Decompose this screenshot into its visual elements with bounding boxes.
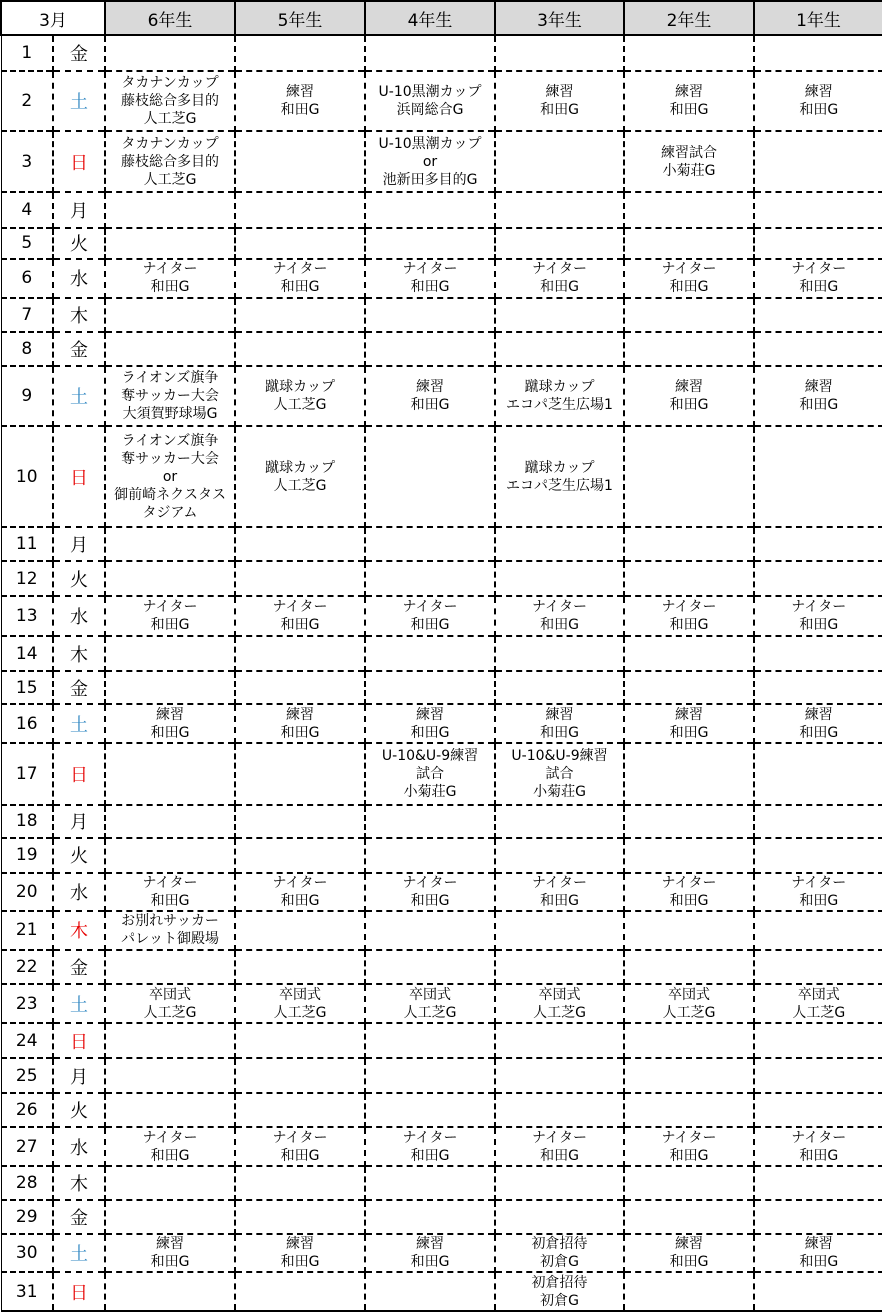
event-cell: ナイター 和田G bbox=[624, 596, 754, 637]
month-header: 3月 bbox=[1, 1, 105, 35]
event-cell bbox=[105, 1272, 235, 1311]
event-cell: ナイター 和田G bbox=[235, 1127, 365, 1166]
event-cell bbox=[105, 1166, 235, 1200]
event-cell: ナイター 和田G bbox=[495, 596, 624, 637]
event-cell bbox=[754, 805, 882, 838]
event-cell bbox=[365, 298, 495, 332]
event-cell bbox=[624, 743, 754, 805]
weekday: 日 bbox=[53, 1023, 105, 1059]
event-cell bbox=[105, 298, 235, 332]
weekday: 金 bbox=[53, 332, 105, 365]
day-number: 24 bbox=[1, 1023, 53, 1059]
table-row bbox=[1, 561, 882, 595]
event-cell: 卒団式 人工芝G bbox=[365, 984, 495, 1023]
event-cell bbox=[754, 131, 882, 192]
event-cell: ナイター 和田G bbox=[495, 259, 624, 298]
event-cell bbox=[235, 1023, 365, 1059]
event-cell bbox=[235, 228, 365, 259]
table-row bbox=[1, 950, 882, 984]
event-cell bbox=[624, 1166, 754, 1200]
day-number: 9 bbox=[1, 366, 53, 427]
event-cell bbox=[365, 838, 495, 872]
event-cell bbox=[365, 1272, 495, 1311]
day-number: 27 bbox=[1, 1127, 53, 1166]
day-number: 18 bbox=[1, 805, 53, 838]
weekday: 金 bbox=[53, 1200, 105, 1233]
event-cell bbox=[105, 228, 235, 259]
event-cell: U-10&U-9練習 試合 小菊荘G bbox=[495, 743, 624, 805]
event-cell: 練習 和田G bbox=[105, 1234, 235, 1273]
event-cell bbox=[495, 636, 624, 670]
event-cell bbox=[235, 332, 365, 365]
weekday: 月 bbox=[53, 1058, 105, 1092]
weekday: 月 bbox=[53, 192, 105, 228]
weekday: 金 bbox=[53, 35, 105, 71]
event-cell: お別れサッカー パレット御殿場 bbox=[105, 911, 235, 950]
event-cell bbox=[235, 838, 365, 872]
event-cell bbox=[365, 332, 495, 365]
weekday: 火 bbox=[53, 838, 105, 872]
day-number: 3 bbox=[1, 131, 53, 192]
event-cell bbox=[624, 838, 754, 872]
weekday: 火 bbox=[53, 228, 105, 259]
event-cell bbox=[365, 805, 495, 838]
event-cell: 練習 和田G bbox=[235, 704, 365, 743]
weekday: 水 bbox=[53, 873, 105, 912]
event-cell bbox=[105, 805, 235, 838]
event-cell bbox=[105, 950, 235, 984]
weekday: 木 bbox=[53, 911, 105, 950]
grade-header-4: 4年生 bbox=[365, 1, 495, 35]
day-number: 2 bbox=[1, 71, 53, 132]
event-cell: 卒団式 人工芝G bbox=[495, 984, 624, 1023]
day-number: 20 bbox=[1, 873, 53, 912]
event-cell bbox=[105, 743, 235, 805]
event-cell: 蹴球カップ 人工芝G bbox=[235, 426, 365, 526]
table-row bbox=[1, 35, 882, 71]
table-row bbox=[1, 332, 882, 365]
event-cell bbox=[754, 332, 882, 365]
day-number: 21 bbox=[1, 911, 53, 950]
event-cell bbox=[754, 192, 882, 228]
weekday: 日 bbox=[53, 743, 105, 805]
event-cell bbox=[754, 1272, 882, 1311]
event-cell bbox=[235, 950, 365, 984]
event-cell bbox=[495, 1166, 624, 1200]
event-cell bbox=[495, 1058, 624, 1092]
event-cell bbox=[495, 228, 624, 259]
day-number: 6 bbox=[1, 259, 53, 298]
table-row bbox=[1, 984, 882, 1023]
table-row bbox=[1, 596, 882, 637]
event-cell bbox=[624, 950, 754, 984]
table-row bbox=[1, 426, 882, 526]
table-row bbox=[1, 71, 882, 132]
event-cell: ナイター 和田G bbox=[365, 873, 495, 912]
weekday: 月 bbox=[53, 527, 105, 561]
day-number: 23 bbox=[1, 984, 53, 1023]
event-cell: 練習 和田G bbox=[624, 366, 754, 427]
event-cell: ナイター 和田G bbox=[365, 596, 495, 637]
event-cell: 練習 和田G bbox=[495, 704, 624, 743]
weekday: 木 bbox=[53, 636, 105, 670]
event-cell bbox=[235, 636, 365, 670]
event-cell bbox=[624, 192, 754, 228]
table-row bbox=[1, 1272, 882, 1311]
event-cell bbox=[754, 743, 882, 805]
day-number: 16 bbox=[1, 704, 53, 743]
event-cell: 卒団式 人工芝G bbox=[624, 984, 754, 1023]
grade-header-5: 5年生 bbox=[235, 1, 365, 35]
event-cell bbox=[495, 298, 624, 332]
table-row bbox=[1, 743, 882, 805]
event-cell bbox=[754, 838, 882, 872]
table-row bbox=[1, 838, 882, 872]
event-cell bbox=[105, 192, 235, 228]
event-cell bbox=[365, 1166, 495, 1200]
event-cell: 練習 和田G bbox=[365, 1234, 495, 1273]
event-cell: 練習 和田G bbox=[235, 1234, 365, 1273]
event-cell bbox=[235, 1058, 365, 1092]
event-cell bbox=[235, 131, 365, 192]
table-row bbox=[1, 704, 882, 743]
event-cell bbox=[365, 192, 495, 228]
table-row bbox=[1, 527, 882, 561]
event-cell bbox=[624, 1200, 754, 1233]
event-cell bbox=[105, 561, 235, 595]
header-row bbox=[1, 1, 882, 35]
event-cell bbox=[624, 1058, 754, 1092]
event-cell: 練習 和田G bbox=[624, 1234, 754, 1273]
table-row bbox=[1, 873, 882, 912]
event-cell: ナイター 和田G bbox=[235, 259, 365, 298]
event-cell: ナイター 和田G bbox=[235, 596, 365, 637]
event-cell: U-10黒潮カップ or 池新田多目的G bbox=[365, 131, 495, 192]
event-cell bbox=[365, 1058, 495, 1092]
event-cell: ナイター 和田G bbox=[495, 1127, 624, 1166]
table-row bbox=[1, 259, 882, 298]
table-row bbox=[1, 1058, 882, 1092]
event-cell bbox=[754, 1093, 882, 1127]
event-cell bbox=[365, 911, 495, 950]
event-cell: 練習 和田G bbox=[754, 71, 882, 132]
event-cell: U-10黒潮カップ 浜岡総合G bbox=[365, 71, 495, 132]
event-cell: 卒団式 人工芝G bbox=[105, 984, 235, 1023]
event-cell bbox=[624, 1272, 754, 1311]
day-number: 12 bbox=[1, 561, 53, 595]
event-cell bbox=[105, 332, 235, 365]
event-cell bbox=[754, 298, 882, 332]
event-cell bbox=[235, 527, 365, 561]
event-cell: ナイター 和田G bbox=[754, 259, 882, 298]
event-cell bbox=[624, 671, 754, 704]
table-row bbox=[1, 1023, 882, 1059]
event-cell bbox=[624, 426, 754, 526]
event-cell bbox=[235, 671, 365, 704]
table-row bbox=[1, 298, 882, 332]
grade-header-6: 6年生 bbox=[105, 1, 235, 35]
table-row bbox=[1, 366, 882, 427]
day-number: 7 bbox=[1, 298, 53, 332]
event-cell bbox=[105, 1093, 235, 1127]
event-cell: 練習 和田G bbox=[624, 71, 754, 132]
event-cell bbox=[754, 426, 882, 526]
event-cell: ナイター 和田G bbox=[365, 259, 495, 298]
event-cell bbox=[495, 805, 624, 838]
event-cell bbox=[235, 35, 365, 71]
table-row bbox=[1, 228, 882, 259]
event-cell: 練習試合 小菊荘G bbox=[624, 131, 754, 192]
event-cell bbox=[365, 1023, 495, 1059]
event-cell bbox=[235, 911, 365, 950]
event-cell: ナイター 和田G bbox=[624, 873, 754, 912]
event-cell bbox=[365, 636, 495, 670]
weekday: 日 bbox=[53, 131, 105, 192]
event-cell bbox=[235, 192, 365, 228]
day-number: 19 bbox=[1, 838, 53, 872]
event-cell bbox=[495, 1093, 624, 1127]
event-cell: 練習 和田G bbox=[495, 71, 624, 132]
event-cell bbox=[624, 298, 754, 332]
event-cell bbox=[754, 636, 882, 670]
event-cell bbox=[754, 671, 882, 704]
weekday: 日 bbox=[53, 426, 105, 526]
event-cell: ナイター 和田G bbox=[105, 873, 235, 912]
weekday: 木 bbox=[53, 1166, 105, 1200]
event-cell: タカナンカップ 藤枝総合多目的 人工芝G bbox=[105, 71, 235, 132]
event-cell: 練習 和田G bbox=[365, 704, 495, 743]
table-row bbox=[1, 1127, 882, 1166]
event-cell bbox=[365, 1200, 495, 1233]
event-cell: ナイター 和田G bbox=[754, 1127, 882, 1166]
event-cell bbox=[495, 131, 624, 192]
event-cell: ライオンズ旗争 奪サッカー大会 or 御前崎ネクスタス タジアム bbox=[105, 426, 235, 526]
event-cell bbox=[754, 228, 882, 259]
table-row bbox=[1, 1200, 882, 1233]
event-cell bbox=[495, 1023, 624, 1059]
event-cell: 初倉招待 初倉G bbox=[495, 1272, 624, 1311]
weekday: 金 bbox=[53, 671, 105, 704]
table-row bbox=[1, 1093, 882, 1127]
event-cell bbox=[235, 561, 365, 595]
event-cell bbox=[235, 1200, 365, 1233]
weekday: 日 bbox=[53, 1272, 105, 1311]
event-cell bbox=[754, 561, 882, 595]
event-cell bbox=[754, 1200, 882, 1233]
weekday: 土 bbox=[53, 704, 105, 743]
event-cell: ナイター 和田G bbox=[235, 873, 365, 912]
weekday: 土 bbox=[53, 984, 105, 1023]
day-number: 14 bbox=[1, 636, 53, 670]
weekday: 火 bbox=[53, 561, 105, 595]
event-cell: ナイター 和田G bbox=[105, 1127, 235, 1166]
day-number: 10 bbox=[1, 426, 53, 526]
day-number: 15 bbox=[1, 671, 53, 704]
event-cell: 練習 和田G bbox=[235, 71, 365, 132]
event-cell bbox=[495, 192, 624, 228]
event-cell bbox=[235, 1093, 365, 1127]
day-number: 13 bbox=[1, 596, 53, 637]
weekday: 土 bbox=[53, 71, 105, 132]
event-cell: ナイター 和田G bbox=[624, 259, 754, 298]
event-cell bbox=[365, 671, 495, 704]
event-cell: ナイター 和田G bbox=[365, 1127, 495, 1166]
table-row bbox=[1, 805, 882, 838]
event-cell bbox=[624, 1093, 754, 1127]
day-number: 5 bbox=[1, 228, 53, 259]
event-cell bbox=[365, 228, 495, 259]
event-cell bbox=[754, 527, 882, 561]
weekday: 土 bbox=[53, 1234, 105, 1273]
event-cell bbox=[365, 950, 495, 984]
table-row bbox=[1, 1166, 882, 1200]
event-cell: 練習 和田G bbox=[754, 366, 882, 427]
event-cell bbox=[365, 1093, 495, 1127]
weekday: 金 bbox=[53, 950, 105, 984]
event-cell bbox=[365, 35, 495, 71]
event-cell bbox=[105, 527, 235, 561]
event-cell: ナイター 和田G bbox=[624, 1127, 754, 1166]
day-number: 25 bbox=[1, 1058, 53, 1092]
weekday: 水 bbox=[53, 259, 105, 298]
event-cell bbox=[495, 527, 624, 561]
weekday: 土 bbox=[53, 366, 105, 427]
event-cell: ナイター 和田G bbox=[105, 596, 235, 637]
weekday: 木 bbox=[53, 298, 105, 332]
event-cell bbox=[495, 35, 624, 71]
event-cell bbox=[624, 636, 754, 670]
grade-header-1: 1年生 bbox=[754, 1, 882, 35]
event-cell bbox=[754, 1058, 882, 1092]
event-cell: U-10&U-9練習 試合 小菊荘G bbox=[365, 743, 495, 805]
event-cell bbox=[105, 1058, 235, 1092]
day-number: 8 bbox=[1, 332, 53, 365]
event-cell bbox=[105, 636, 235, 670]
day-number: 31 bbox=[1, 1272, 53, 1311]
event-cell bbox=[105, 35, 235, 71]
table-row bbox=[1, 911, 882, 950]
weekday: 月 bbox=[53, 805, 105, 838]
event-cell bbox=[105, 1023, 235, 1059]
event-cell bbox=[105, 671, 235, 704]
event-cell bbox=[105, 838, 235, 872]
table-row bbox=[1, 636, 882, 670]
event-cell bbox=[235, 298, 365, 332]
event-cell bbox=[365, 527, 495, 561]
day-number: 29 bbox=[1, 1200, 53, 1233]
event-cell: 蹴球カップ エコパ芝生広場1 bbox=[495, 366, 624, 427]
event-cell: ナイター 和田G bbox=[754, 873, 882, 912]
grade-header-3: 3年生 bbox=[495, 1, 624, 35]
day-number: 28 bbox=[1, 1166, 53, 1200]
event-cell bbox=[235, 743, 365, 805]
event-cell: 蹴球カップ エコパ芝生広場1 bbox=[495, 426, 624, 526]
day-number: 26 bbox=[1, 1093, 53, 1127]
event-cell: ナイター 和田G bbox=[495, 873, 624, 912]
event-cell: 初倉招待 初倉G bbox=[495, 1234, 624, 1273]
table-row bbox=[1, 1234, 882, 1273]
event-cell bbox=[105, 1200, 235, 1233]
event-cell bbox=[754, 1166, 882, 1200]
event-cell: ライオンズ旗争 奪サッカー大会 大須賀野球場G bbox=[105, 366, 235, 427]
event-cell: タカナンカップ 藤枝総合多目的 人工芝G bbox=[105, 131, 235, 192]
event-cell: 蹴球カップ 人工芝G bbox=[235, 366, 365, 427]
event-cell: 卒団式 人工芝G bbox=[754, 984, 882, 1023]
event-cell bbox=[754, 1023, 882, 1059]
weekday: 水 bbox=[53, 1127, 105, 1166]
event-cell bbox=[495, 561, 624, 595]
day-number: 22 bbox=[1, 950, 53, 984]
event-cell bbox=[624, 332, 754, 365]
event-cell bbox=[495, 950, 624, 984]
table-row bbox=[1, 192, 882, 228]
event-cell: 練習 和田G bbox=[365, 366, 495, 427]
event-cell bbox=[235, 1166, 365, 1200]
event-cell bbox=[624, 561, 754, 595]
event-cell: 練習 和田G bbox=[105, 704, 235, 743]
event-cell: 練習 和田G bbox=[754, 1234, 882, 1273]
day-number: 4 bbox=[1, 192, 53, 228]
weekday: 火 bbox=[53, 1093, 105, 1127]
event-cell bbox=[365, 426, 495, 526]
event-cell bbox=[624, 1023, 754, 1059]
weekday: 水 bbox=[53, 596, 105, 637]
event-cell: 卒団式 人工芝G bbox=[235, 984, 365, 1023]
event-cell: ナイター 和田G bbox=[754, 596, 882, 637]
grade-header-2: 2年生 bbox=[624, 1, 754, 35]
event-cell bbox=[235, 1272, 365, 1311]
event-cell bbox=[624, 527, 754, 561]
event-cell bbox=[624, 911, 754, 950]
day-number: 30 bbox=[1, 1234, 53, 1273]
event-cell bbox=[235, 805, 365, 838]
event-cell bbox=[754, 950, 882, 984]
event-cell bbox=[754, 35, 882, 71]
day-number: 17 bbox=[1, 743, 53, 805]
table-row bbox=[1, 131, 882, 192]
day-number: 11 bbox=[1, 527, 53, 561]
event-cell bbox=[754, 911, 882, 950]
event-cell bbox=[495, 671, 624, 704]
day-number: 1 bbox=[1, 35, 53, 71]
event-cell bbox=[624, 805, 754, 838]
event-cell bbox=[624, 35, 754, 71]
event-cell: 練習 和田G bbox=[624, 704, 754, 743]
event-cell bbox=[495, 838, 624, 872]
event-cell bbox=[495, 1200, 624, 1233]
event-cell bbox=[624, 228, 754, 259]
event-cell bbox=[495, 911, 624, 950]
event-cell bbox=[495, 332, 624, 365]
table-row bbox=[1, 671, 882, 704]
event-cell: ナイター 和田G bbox=[105, 259, 235, 298]
event-cell: 練習 和田G bbox=[754, 704, 882, 743]
event-cell bbox=[365, 561, 495, 595]
